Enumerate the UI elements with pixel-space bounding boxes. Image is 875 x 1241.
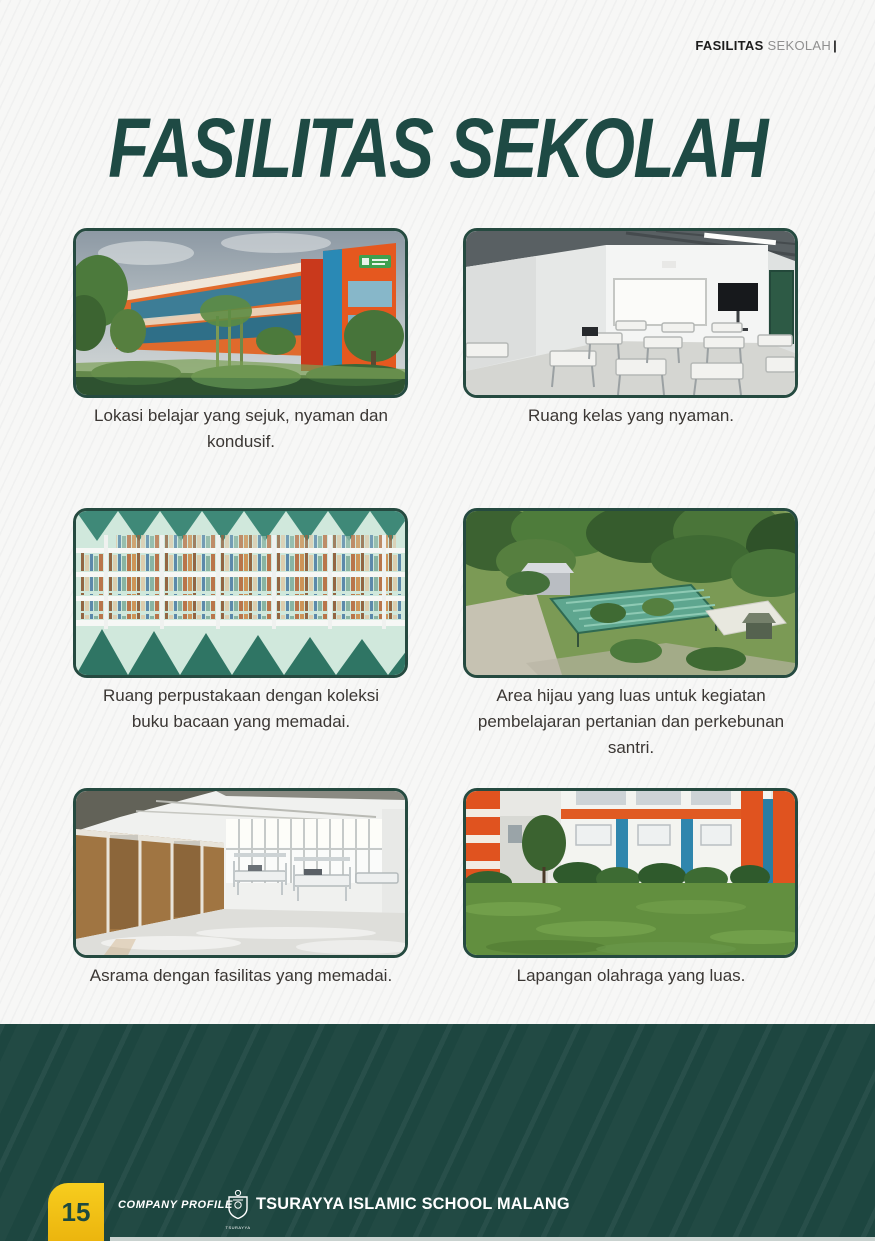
running-header-bold: FASILITAS	[695, 38, 764, 53]
running-header-bar: |	[833, 38, 837, 53]
page-number: 15	[61, 1196, 91, 1227]
running-header	[695, 38, 837, 53]
tsurayya-logo	[224, 1189, 252, 1230]
classroom-illustration	[466, 231, 795, 395]
caption-library: Ruang perpustakaan dengan koleksi buku bacaan yang memadai.	[103, 686, 379, 731]
dormitory-illustration	[76, 791, 405, 955]
caption-dormitory: Asrama dengan fasilitas yang memadai.	[89, 966, 393, 985]
library-photo	[73, 508, 408, 678]
page-title: FASILITAS SEKOLAH	[108, 101, 767, 195]
green-area-photo	[463, 508, 798, 678]
school-building-photo	[73, 228, 408, 398]
tsurayya-logo-text: TSURAYYA	[225, 1225, 251, 1230]
classroom-photo	[463, 228, 798, 398]
caption-sports-field: Lapangan olahraga yang luas.	[516, 966, 746, 985]
tsurayya-logo-icon	[225, 1189, 251, 1219]
bottom-edge-strip	[110, 1237, 875, 1241]
library-illustration	[76, 511, 405, 675]
school-building-illustration	[76, 231, 405, 395]
dormitory-photo	[73, 788, 408, 958]
running-header-light: SEKOLAH	[767, 38, 832, 53]
caption-school-building: Lokasi belajar yang sejuk, nyaman dan kondusif.	[94, 406, 388, 451]
caption-green-area: Area hijau yang luas untuk kegiatan pembelajaran pertanian dan perkebunan santri.	[477, 686, 785, 757]
sports-field-photo	[463, 788, 798, 958]
page-number-box	[48, 1183, 104, 1241]
caption-classroom: Ruang kelas yang nyaman.	[527, 406, 735, 425]
school-name: TSURAYYA ISLAMIC SCHOOL MALANG	[256, 1194, 570, 1213]
green-area-illustration	[466, 511, 795, 675]
company-profile-label: COMPANY PROFILE	[118, 1199, 233, 1211]
sports-field-illustration	[466, 791, 795, 955]
